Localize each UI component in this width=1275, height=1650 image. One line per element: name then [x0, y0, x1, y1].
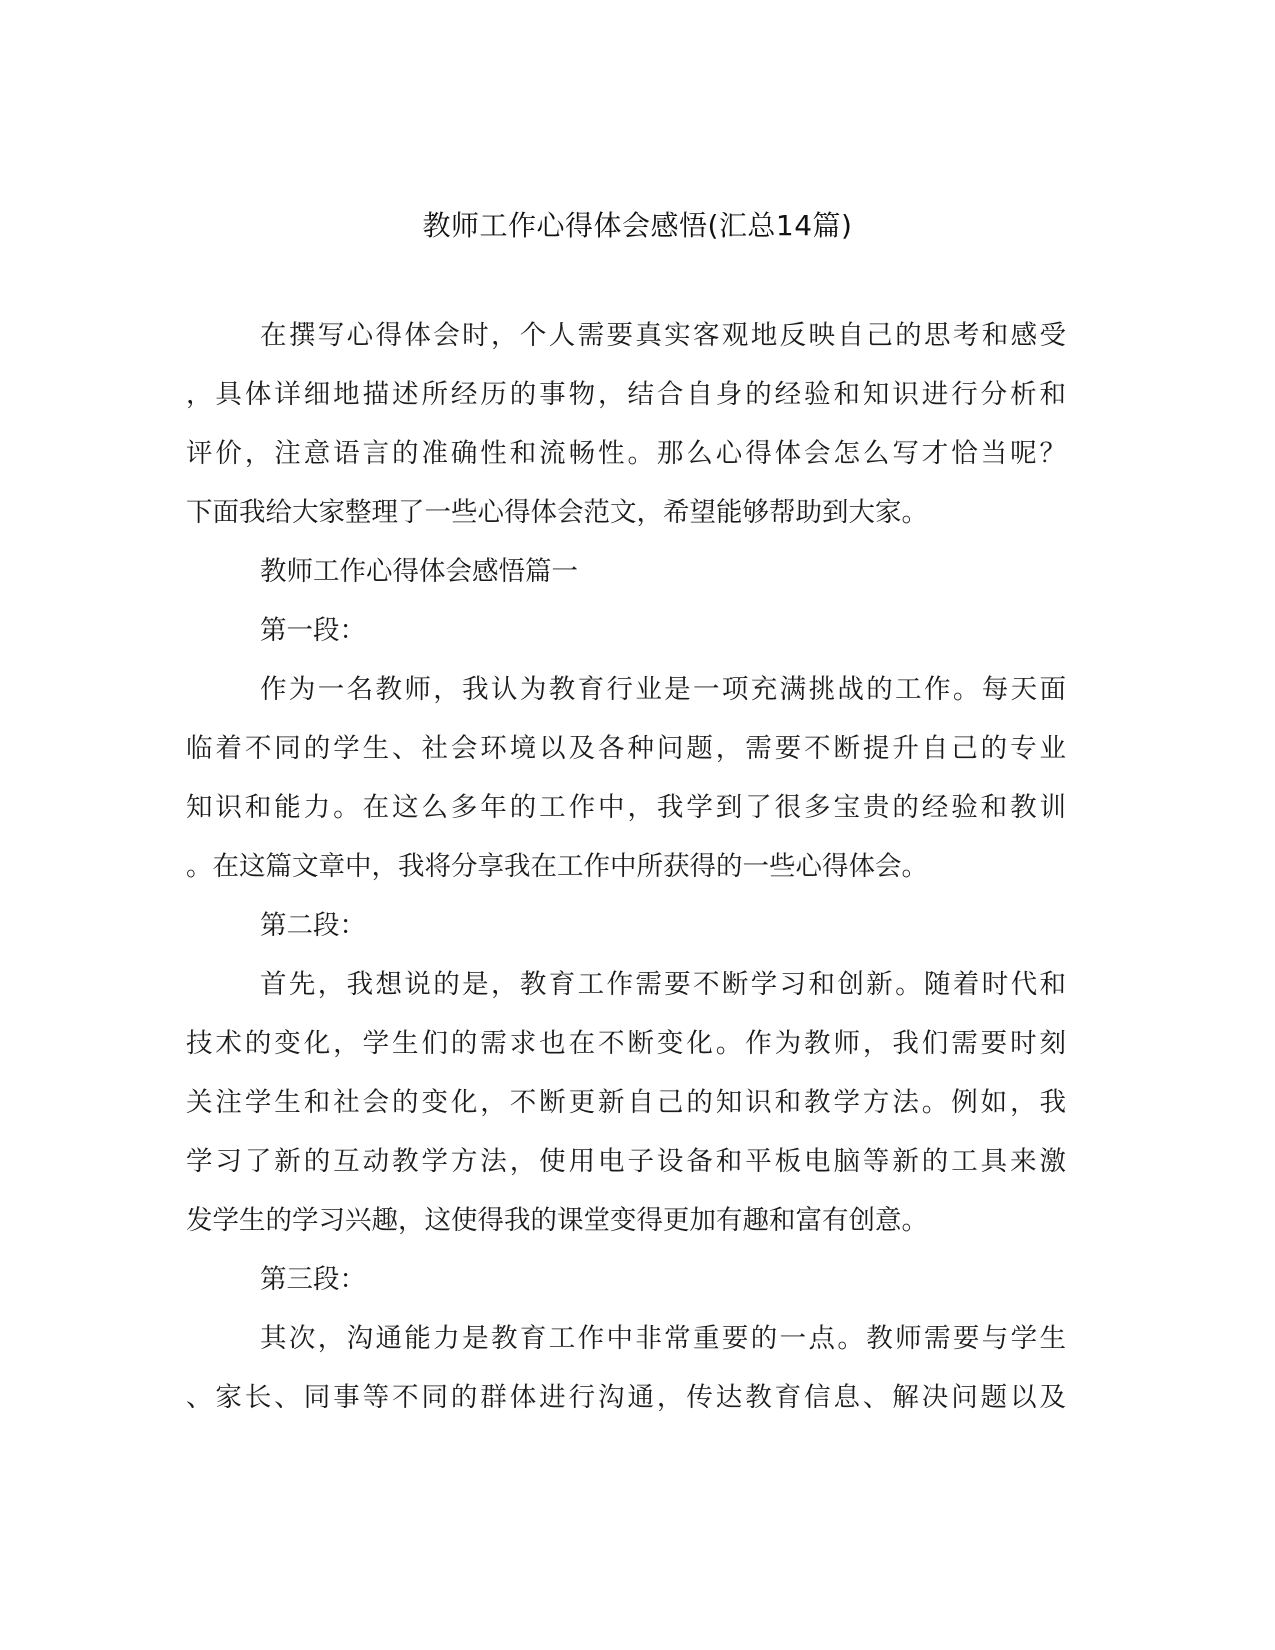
paragraph-line: 。在这篇文章中，我将分享我在工作中所获得的一些心得体会。 — [186, 851, 928, 882]
paragraph-line: ，具体详细地描述所经历的事物，结合自身的经验和知识进行分析和 — [186, 379, 1066, 410]
paragraph-line: 知识和能力。在这么多年的工作中，我学到了很多宝贵的经验和教训 — [186, 792, 1066, 823]
section-label: 第二段： — [260, 910, 366, 941]
paragraph-line: 在撰写心得体会时，个人需要真实客观地反映自己的思考和感受 — [260, 320, 1066, 351]
paragraph-line: 技术的变化，学生们的需求也在不断变化。作为教师，我们需要时刻 — [186, 1028, 1066, 1059]
paragraph-line: 作为一名教师，我认为教育行业是一项充满挑战的工作。每天面 — [260, 674, 1066, 705]
paragraph-line: 临着不同的学生、社会环境以及各种问题，需要不断提升自己的专业 — [186, 733, 1066, 764]
paragraph-line: 、家长、同事等不同的群体进行沟通，传达教育信息、解决问题以及 — [186, 1382, 1066, 1413]
paragraph-line: 首先，我想说的是，教育工作需要不断学习和创新。随着时代和 — [260, 969, 1066, 1000]
paragraph-line: 关注学生和社会的变化，不断更新自己的知识和教学方法。例如，我 — [186, 1087, 1066, 1118]
section-heading: 教师工作心得体会感悟篇一 — [260, 556, 578, 587]
section-label: 第三段： — [260, 1264, 366, 1295]
paragraph-line: 下面我给大家整理了一些心得体会范文，希望能够帮助到大家。 — [186, 497, 928, 528]
section-label: 第一段： — [260, 615, 366, 646]
paragraph-line: 其次，沟通能力是教育工作中非常重要的一点。教师需要与学生 — [260, 1323, 1066, 1354]
document-title: 教师工作心得体会感悟(汇总14篇) — [422, 209, 853, 242]
paragraph-line: 评价，注意语言的准确性和流畅性。那么心得体会怎么写才恰当呢？ — [186, 438, 1066, 469]
paragraph-line: 学习了新的互动教学方法，使用电子设备和平板电脑等新的工具来激 — [186, 1146, 1066, 1177]
paragraph-line: 发学生的学习兴趣，这使得我的课堂变得更加有趣和富有创意。 — [186, 1205, 928, 1236]
